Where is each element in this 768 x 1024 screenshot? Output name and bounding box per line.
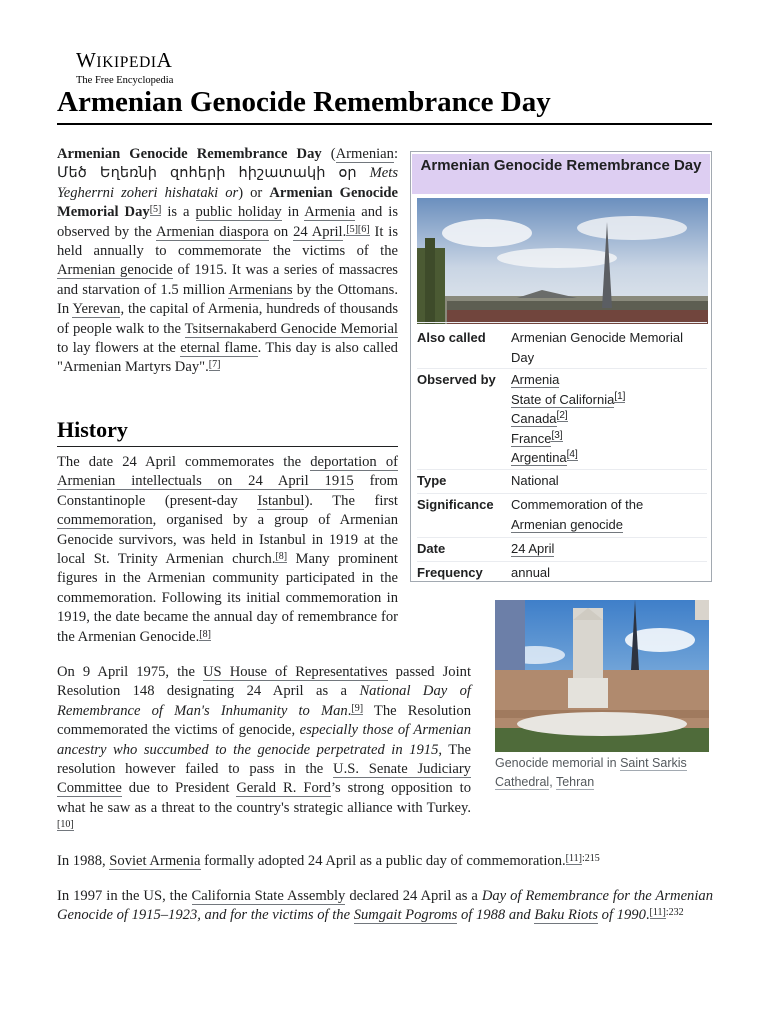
text-fragment: declared 24 April as a <box>345 888 482 904</box>
history-paragraph-2 <box>57 663 471 838</box>
intro-paragraph: Armenian Genocide Remembrance Day (Armenian: Մեծ Եղեռնի զոհերի հիշատակի օր Mets Yegherrni zoheri hishataki or) or Armenian Genocide Memorial Day[5] is a public holiday in Armenia and is observed by the Armenian diaspora on 24 April.[5][6] It is held annually to commemorate the victims of the Armenian genocide of 1915. It was a series of massacres and starvation of 1.5 million Armenians by the Ottomans. In Yerevan, the capital of Armenia, hundreds of thousands of people walk to the Tsitsernakaberd Genocide Memorial to lay flowers at the eternal flame. This day is also called "Armenian Martyrs Day".[7] <box>57 146 399 376</box>
thumbnail-tehran-memorial <box>495 600 709 791</box>
history-paragraph-1 <box>57 453 398 647</box>
infobox-title: Armenian Genocide Remembrance Day <box>412 154 710 194</box>
text-fragment: due to President <box>121 780 237 797</box>
text-fragment: In 1997 in the US, the <box>57 888 192 904</box>
link-us-house[interactable]: US House of Representatives <box>203 664 388 680</box>
ref-1[interactable]: [1] <box>614 390 626 402</box>
italic-fragment: of 1988 and <box>457 907 535 924</box>
link-baku-riots[interactable]: Baku Riots <box>534 907 599 924</box>
history-paragraph-3 <box>57 852 717 871</box>
link-yerevan[interactable]: Yerevan <box>72 301 121 318</box>
text-fragment: from Constantinople (present-day <box>57 473 398 509</box>
text-fragment: The date 24 April commemorates the <box>57 454 311 470</box>
ref-11[interactable]: [11] <box>649 907 666 919</box>
link-soviet-armenia[interactable]: Soviet Armenia <box>109 853 201 869</box>
logo-wordmark: WIKIPEDIA <box>76 48 173 72</box>
infobox-row-observed-by <box>417 368 707 469</box>
infobox-row-frequency <box>417 561 707 582</box>
text-fragment: , organised by a group of Armenian Genocide survivors, was held in Istanbul in 1919 at the local St. Trinity Armenian church. <box>57 512 398 568</box>
link-date-24-april[interactable]: 24 April <box>511 541 555 556</box>
wikipedia-logo[interactable] <box>76 50 206 87</box>
observed-item <box>511 409 707 429</box>
label-also-called: Also called <box>417 330 486 345</box>
observed-item <box>511 448 707 468</box>
infobox-image-memorial[interactable] <box>417 198 708 324</box>
observed-item <box>511 370 707 390</box>
observed-item <box>511 390 707 410</box>
text-fragment: and is observed by the <box>57 204 399 240</box>
text-fragment: passed Joint Resolution 148 designating 24 April as a <box>57 664 471 700</box>
transliteration: Mets Yegherrni zoheri hishataki or <box>57 165 398 201</box>
italic-fragment: Day of Remembrance for the Armenian Genocide of 1915–1923, and for the victims of the <box>57 888 713 924</box>
significance-text: Commemoration of the <box>511 497 644 512</box>
tehran-memorial-graphic <box>495 600 709 752</box>
text-fragment: . <box>645 907 650 924</box>
caption-separator: , <box>549 774 556 789</box>
thumbnail-caption <box>495 754 709 791</box>
infobox-row-significance <box>417 493 707 538</box>
page-title: Armenian Genocide Remembrance Day <box>57 86 551 118</box>
value-frequency: annual <box>511 565 551 580</box>
ref-11[interactable]: [11] <box>565 853 582 864</box>
text-fragment: . <box>347 702 352 719</box>
text-fragment: , The resolution however failed to pass in the <box>57 741 471 778</box>
ref-page: :232 <box>665 907 684 919</box>
value-date <box>511 539 707 559</box>
link-armenian-diaspora[interactable]: Armenian diaspora <box>155 223 269 240</box>
link-california-assembly[interactable]: California State Assembly <box>191 888 346 904</box>
infobox <box>410 151 712 582</box>
link-deportation-of-intellectuals[interactable]: deportation of Armenian intellectuals on 24 April 1915 <box>57 454 398 490</box>
value-type: National <box>511 473 559 488</box>
italic-fragment: especially those of Armenian ancestry who succumbed to the genocide perpetrated in 1915 <box>57 722 471 758</box>
memorial-photo-graphic <box>417 198 708 324</box>
ref-10[interactable]: [10] <box>57 819 74 831</box>
text-fragment: in <box>281 204 305 221</box>
link-eternal-flame[interactable]: eternal flame <box>180 340 258 357</box>
link-istanbul[interactable]: Istanbul <box>257 492 305 509</box>
value-significance <box>511 495 707 534</box>
label-date: Date <box>417 541 446 556</box>
text-fragment: On 9 April 1975, the <box>57 664 203 680</box>
text-fragment: Many prominent figures in the Armenian community participated in the commemoration. Following its initial commemoration in 1919, the date became the annual day of remembrance for the Armenian Genocide. <box>57 551 398 645</box>
ref-page: :215 <box>581 853 600 864</box>
ref-5[interactable]: [5] <box>149 204 162 216</box>
link-armenian-genocide[interactable]: Armenian genocide <box>57 262 173 279</box>
link-saint-sarkis[interactable]: Saint Sarkis Cathedral <box>495 756 687 789</box>
link-observed-argentina[interactable]: Argentina <box>511 450 567 465</box>
ref-9[interactable]: [9] <box>351 702 364 714</box>
italic-fragment: of 1990 <box>598 907 646 924</box>
link-24-april[interactable]: 24 April <box>293 223 343 240</box>
link-observed-california[interactable]: State of California <box>511 391 615 407</box>
value-also-called: Armenian Genocide Memorial Day <box>511 330 683 365</box>
text-fragment: In 1988, <box>57 853 110 869</box>
label-observed-by: Observed by <box>417 372 496 387</box>
text-fragment: is a <box>161 204 196 221</box>
text-fragment: of 1915. It was a series of massacres and starvation of 1.5 million <box>57 262 398 298</box>
link-commemoration[interactable]: commemoration <box>57 512 153 529</box>
text-fragment: ) or <box>238 184 270 201</box>
link-public-holiday[interactable]: public holiday <box>195 204 282 221</box>
intro-bold-alt-name: Armenian Genocide Memorial Day <box>57 184 398 221</box>
link-armenian-language[interactable]: Armenian <box>335 146 394 162</box>
link-observed-canada[interactable]: Canada <box>511 411 557 426</box>
title-divider <box>57 123 712 125</box>
text-fragment: on <box>268 223 294 240</box>
italic-fragment: National Day of Remembrance of Man's Inhumanity to Man <box>57 683 471 719</box>
text-fragment: ’s strong opposition to what he saw as a threat to the country's strategic alliance with Turkey. <box>57 780 471 816</box>
infobox-row-date <box>417 537 707 562</box>
ref-8[interactable]: [8] <box>199 628 211 640</box>
caption-text: Genocide memorial in <box>495 756 621 770</box>
text-fragment: It is held annually to commemorate the victims of the <box>57 223 399 260</box>
infobox-row-type <box>417 469 707 494</box>
text-fragment: . This day is also called "Armenian Martyrs Day". <box>57 340 398 376</box>
history-divider <box>57 446 398 447</box>
observed-by-list <box>511 370 707 468</box>
link-significance-genocide[interactable]: Armenian genocide <box>511 516 624 532</box>
link-tehran[interactable]: Tehran <box>555 774 595 789</box>
link-armenians[interactable]: Armenians <box>228 281 293 298</box>
intro-bold-name: Armenian Genocide Remembrance Day <box>57 146 322 162</box>
link-armenia[interactable]: Armenia <box>304 204 356 221</box>
history-heading: History <box>57 417 128 442</box>
link-sumgait-pogroms[interactable]: Sumgait Pogroms <box>353 907 458 924</box>
history-paragraph-4 <box>57 887 713 926</box>
link-senate-judiciary[interactable]: U.S. Senate Judiciary Committee <box>57 761 471 797</box>
label-frequency: Frequency <box>417 565 483 580</box>
text-fragment: , the capital of Armenia, hundreds of thousands of people walk to the <box>57 301 398 337</box>
ref-3[interactable]: [3] <box>551 429 563 441</box>
text-fragment: to lay flowers at the <box>57 340 181 357</box>
text-fragment: formally adopted 24 April as a public day of commemoration. <box>200 853 566 869</box>
ref-4[interactable]: [4] <box>566 449 578 460</box>
ref-5-6[interactable]: [5][6] <box>346 223 370 235</box>
infobox-row-also-called <box>417 322 707 369</box>
text-fragment: ). The first <box>304 492 398 509</box>
ref-8[interactable]: [8] <box>275 551 288 563</box>
text-fragment: The Resolution commemorated the victims of genocide, <box>57 702 471 739</box>
logo-tagline: The Free Encyclopedia <box>76 75 174 86</box>
ref-2[interactable]: [2] <box>556 410 568 421</box>
link-observed-france[interactable]: France <box>511 430 552 446</box>
text-fragment: by the Ottomans. In <box>57 281 398 318</box>
label-significance: Significance <box>417 497 494 512</box>
label-type: Type <box>417 473 447 488</box>
armenian-script-text: Մեծ Եղեռնի զոհերի հիշատակի օր <box>57 165 357 182</box>
ref-7[interactable]: [7] <box>208 359 221 371</box>
link-observed-armenia[interactable]: Armenia <box>511 372 560 387</box>
link-tsitsernakaberd-memorial[interactable]: Tsitsernakaberd Genocide Memorial <box>184 320 398 337</box>
observed-item <box>511 429 707 449</box>
link-gerald-ford[interactable]: Gerald R. Ford <box>236 780 331 797</box>
tehran-memorial-image[interactable] <box>495 600 709 752</box>
